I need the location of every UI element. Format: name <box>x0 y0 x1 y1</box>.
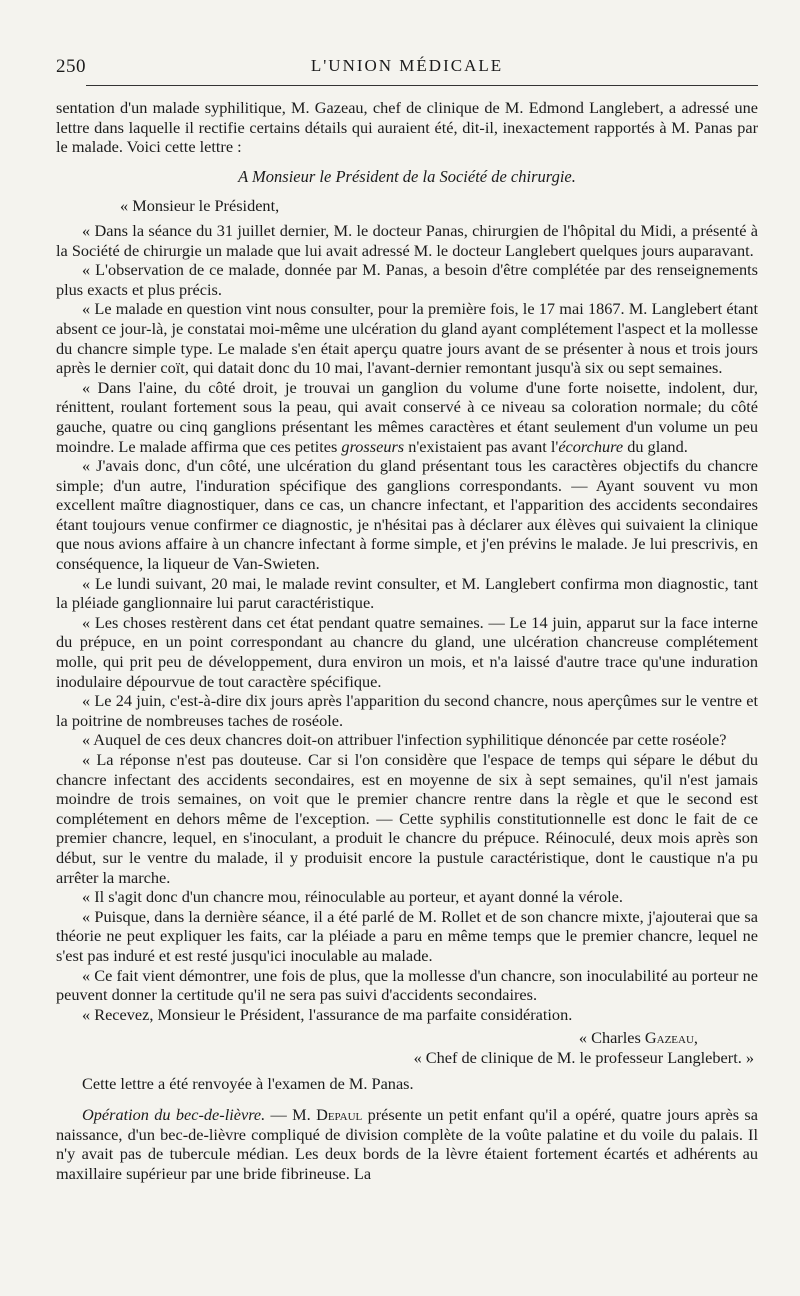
section-heading: Opération du bec-de-lièvre. <box>82 1105 266 1125</box>
paragraph: « Le 24 juin, c'est-à-dire dix jours après l'apparition du second chancre, nous aperçûmes sur le ventre et la poitrine de nombreuses taches de roséole. <box>56 691 758 730</box>
paragraph-intro: sentation d'un malade syphilitique, M. Gazeau, chef de clinique de M. Edmond Langlebert, a adressé une lettre dans laquelle il rectifie certains détails qui auraient été, dit-il, inexactement rapportés à M. Panas par le malade. Voici cette lettre : <box>56 98 758 157</box>
letter-salutation: « Monsieur le Président, <box>120 196 280 216</box>
paragraph: « L'observation de ce malade, donnée par M. Panas, a besoin d'être complétée par des renseignements plus exacts et plus précis. <box>56 260 758 299</box>
text-run: , <box>693 1028 698 1048</box>
paragraph: « Ce fait vient démontrer, une fois de plus, que la mollesse d'un chancre, son inoculabilité au porteur ne peuvent donner la certitude qu'il ne sera pas suivi d'accidents secondaires. <box>56 965 758 1005</box>
section-paragraph <box>56 1105 758 1183</box>
paragraph: « Auquel de ces deux chancres doit-on attribuer l'infection syphilitique dénoncée par cette roséole? <box>82 730 727 750</box>
page-header <box>56 56 758 86</box>
paragraph <box>56 378 758 456</box>
text-run: « Dans l'aine, du côté droit, je trouvai un ganglion du volume d'une forte noisette, indolent, dur, rénittent, roulant fortement sous la peau, qui avait conservé à ce niveau sa coloration normale; du côté gauche, quatre ou cinq ganglions présentant les mêmes caractères et étant seulement d'un volume un peu moindre. Le malade affirma que ces petites <box>56 377 758 456</box>
letter-address: A Monsieur le Président de la Société de chirurgie. <box>238 166 576 186</box>
text-run: — M. <box>265 1105 317 1125</box>
signature-title: « Chef de clinique de M. le professeur Langlebert. » <box>413 1047 754 1067</box>
italic-term: écorchure <box>558 436 624 456</box>
italic-term: grosseurs <box>341 436 405 456</box>
body-text <box>56 98 758 1183</box>
paragraph: « Le malade en question vint nous consulter, pour la première fois, le 17 mai 1867. M. Langlebert étant absent ce jour-là, je constatai moi-même une ulcération du gland ayant complétement l'aspect et la mollesse du chancre simple type. Le malade s'en était aperçu quatre jours avant de se présenter à nous et trois jours après le dernier coït, qui datait donc du 10 mai, l'avant-dernier remontant jusqu'à six ou sept semaines. <box>56 299 758 378</box>
author-name: Depaul <box>316 1105 363 1125</box>
paragraph: « J'avais donc, d'un côté, une ulcération du gland présentant tous les caractères objectifs du chancre simple; d'un autre, l'induration spécifique des ganglions correspondants. — Ayant souvent vu mon excellent maître diagnostiquer, dans ce cas, un chancre infectant, et l'apparition des accidents secondaires étant toujours venue confirmer ce diagnostic, je n'hésitai pas à déclarer aux élèves qui suivaient la clinique que nous avions affaire à un chancre infectant à forme simple, et j'en prévins le malade. Je lui prescrivis, en conséquence, la liqueur de Van-Swieten. <box>56 456 758 574</box>
page-number: 250 <box>56 56 86 77</box>
header-rule <box>86 85 758 86</box>
text-run: « Charles <box>578 1028 645 1048</box>
running-title: L'UNION MÉDICALE <box>310 56 504 75</box>
paragraph: « Puisque, dans la dernière séance, il a été parlé de M. Rollet et de son chancre mixte, j'ajouterai que sa théorie ne peut expliquer les faits, car la pléiade a paru en même temps que le premier chancre, lequel ne s'est pas induré et est resté jusqu'ici inoculable au malade. <box>56 906 758 965</box>
paragraph: « Dans la séance du 31 juillet dernier, M. le docteur Panas, chirurgien de l'hôpital du Midi, a présenté à la Société de chirurgie un malade que lui avait adressé M. le docteur Langlebert quelques jours auparavant. <box>56 220 758 260</box>
paragraph: « Les choses restèrent dans cet état pendant quatre semaines. — Le 14 juin, apparut sur la face interne du prépuce, en un point correspondant au chancre du gland, une ulcération chancreuse complétement molle, qui prit peu de développement, dura environ un mois, et n'a laissé d'autre trace qu'une induration inodulaire dépourvue de tout caractère spécifique. <box>56 612 758 691</box>
paragraph: Cette lettre a été renvoyée à l'examen de M. Panas. <box>82 1073 414 1093</box>
paragraph: « Recevez, Monsieur le Président, l'assurance de ma parfaite considération. <box>82 1004 573 1024</box>
text-run: du gland. <box>623 436 688 456</box>
paragraph: « La réponse n'est pas douteuse. Car si l'on considère que l'espace de temps qui sépare le début du chancre infectant des accidents secondaires, est en moyenne de six à sept semaines, qu'il n'est jamais moindre de trois semaines, on voit que le premier chancre rentre dans la règle et que le second est complétement en dehors même de l'exception. — Cette syphilis constitutionnelle est donc le fait de ce premier chancre, lequel, en s'inoculant, a produit le chancre du prépuce. Réinoculé, deux mois après son début, sur le ventre du malade, il y produisit encore la pustule caractéristique, dont le caustique n'a pu arrêter la marche. <box>56 750 758 887</box>
text-run: n'existaient pas avant l' <box>404 436 559 456</box>
signatory-surname: Gazeau <box>644 1028 694 1048</box>
text-run: présente un petit enfant qu'il a opéré, quatre jours après sa naissance, d'un bec-de-lièvre compliqué de division complète de la voûte palatine et du voile du palais. Il n'y avait pas de tubercule médian. Les deux bords de la lèvre étaient fortement écartés et adhérents au maxillaire supérieur par une bride fibrineuse. La <box>56 1105 758 1183</box>
signature-name <box>56 1028 758 1048</box>
paragraph: « Il s'agit donc d'un chancre mou, réinoculable au porteur, et ayant donné la vérole. <box>82 887 623 907</box>
paragraph: « Le lundi suivant, 20 mai, le malade revint consulter, et M. Langlebert confirma mon diagnostic, tant la pléiade ganglionnaire lui parut caractéristique. <box>56 573 758 613</box>
